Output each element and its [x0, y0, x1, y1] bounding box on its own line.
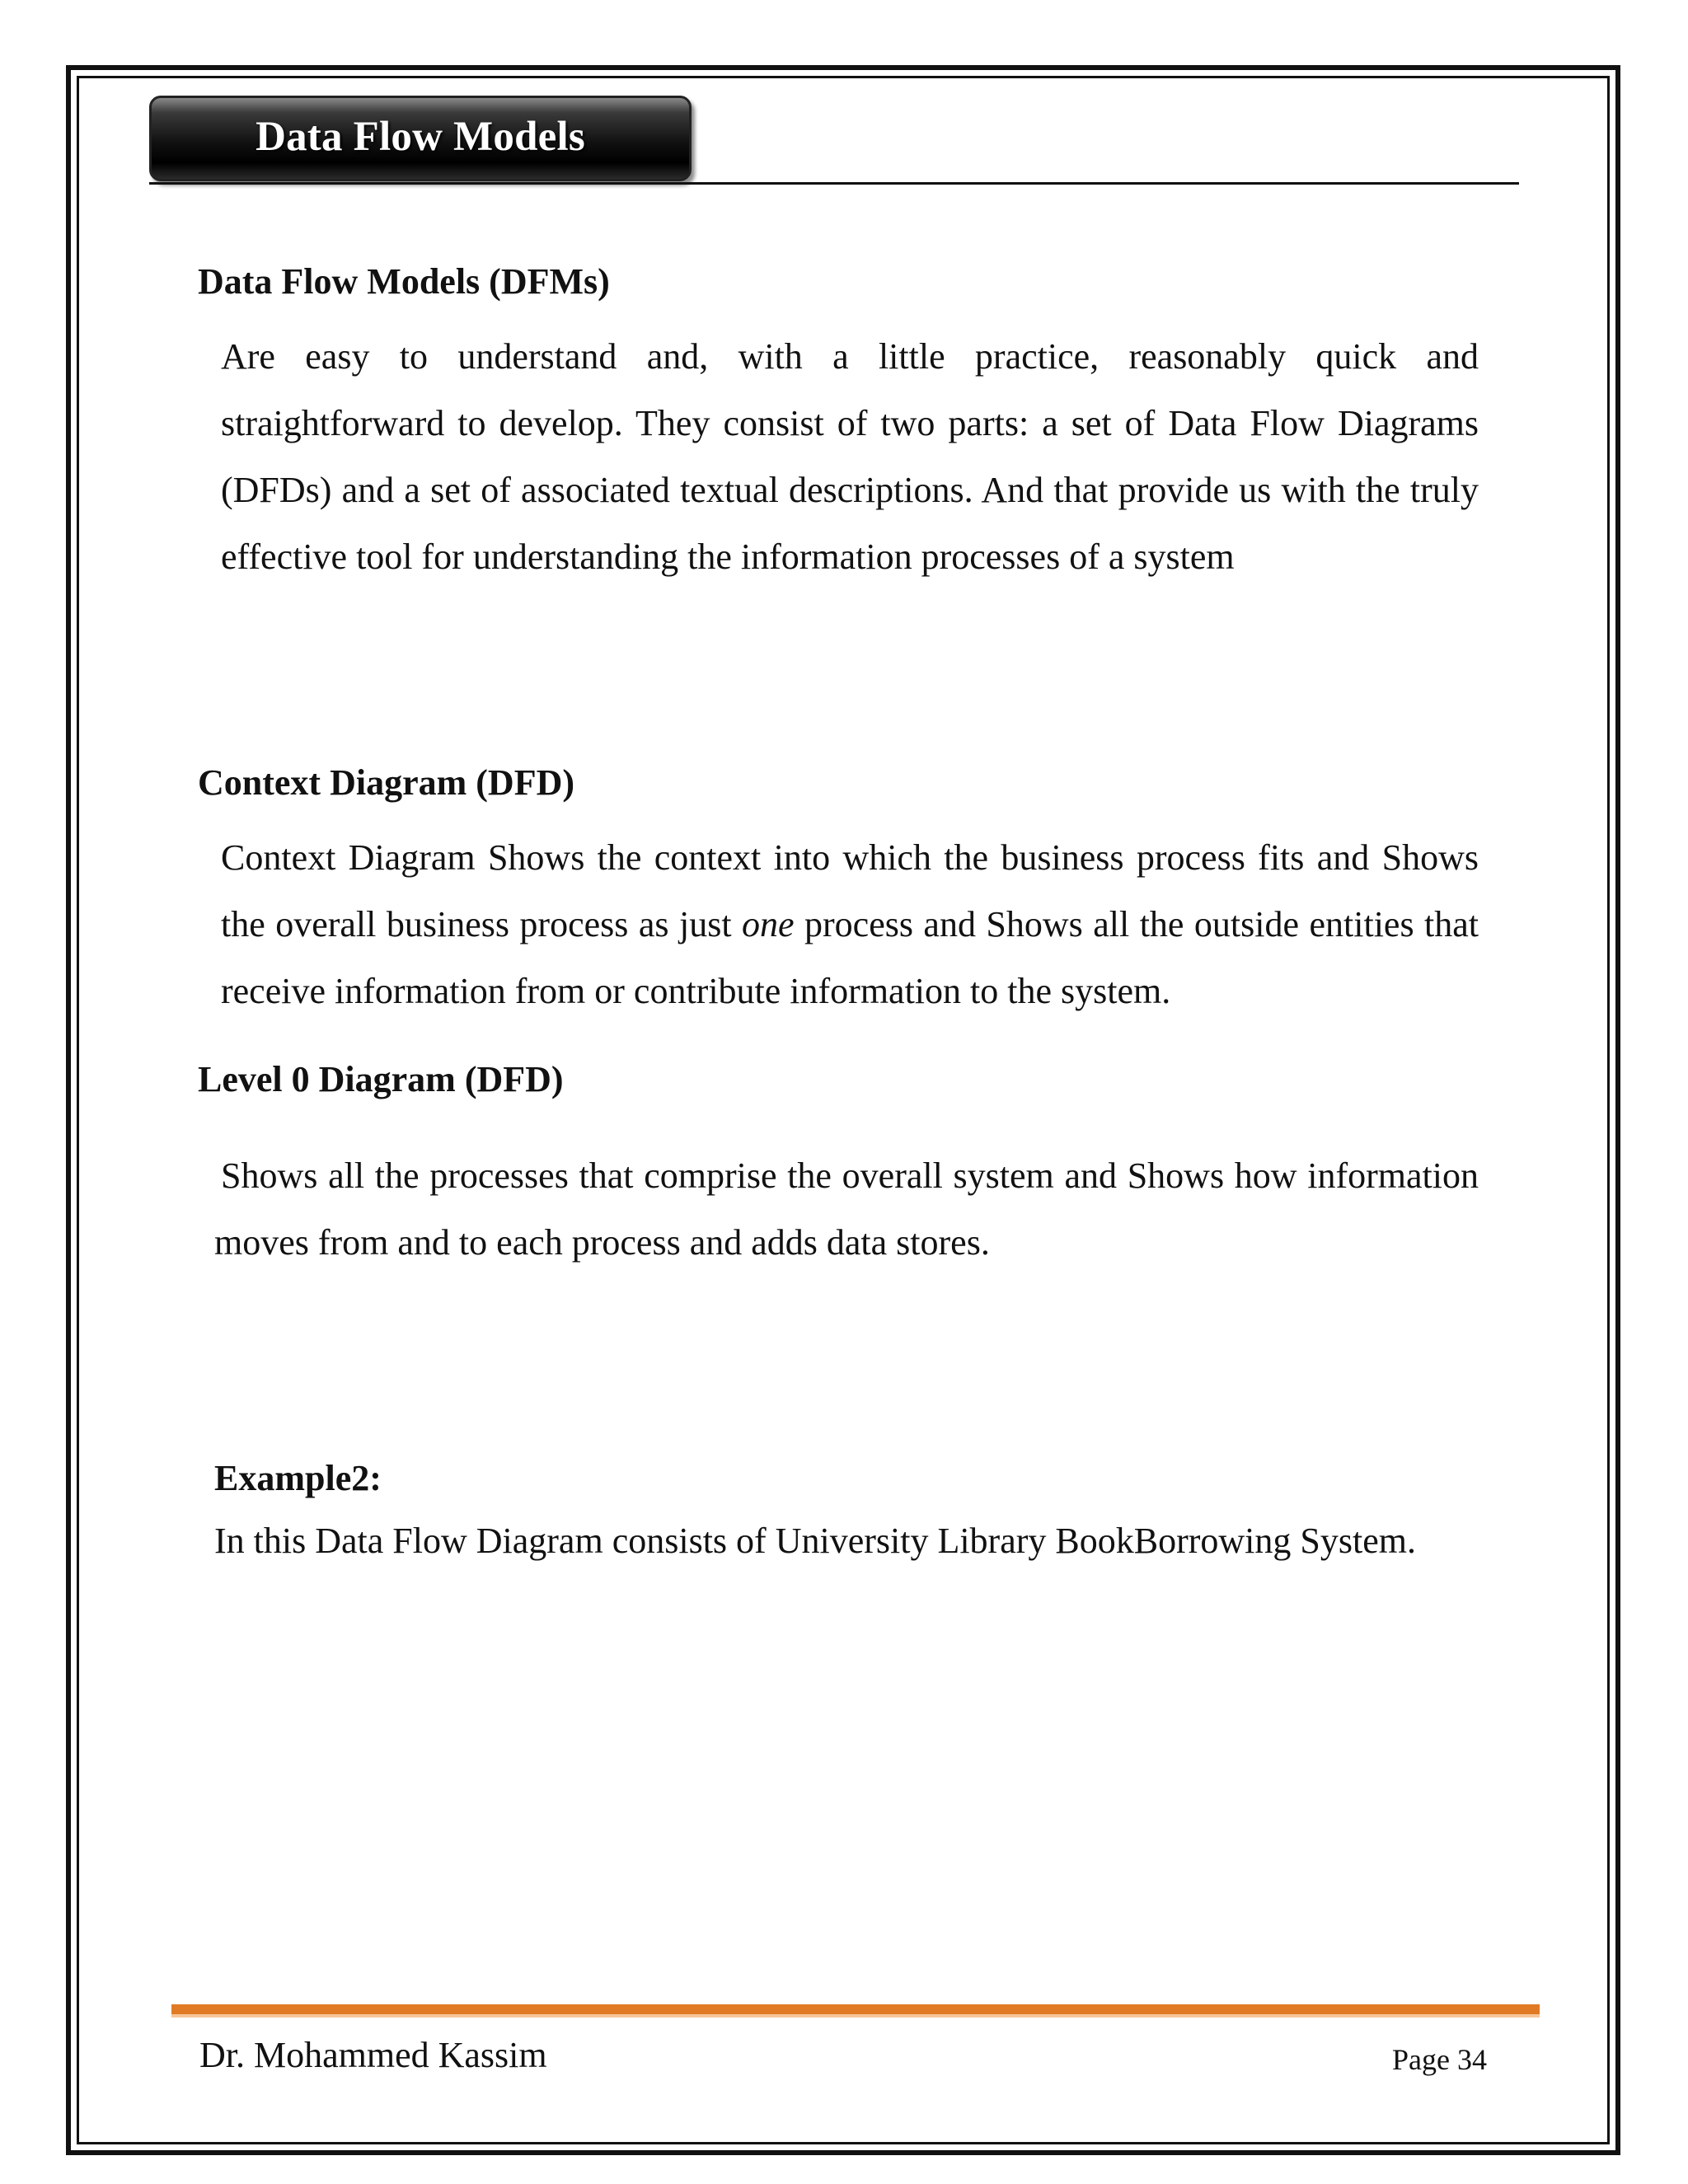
section-heading-level0: Level 0 Diagram (DFD) — [198, 1059, 564, 1099]
footer-rule — [171, 2004, 1540, 2014]
header-tab — [149, 96, 692, 181]
section-heading-example: Example2: — [214, 1458, 382, 1498]
body-text-before: Context Diagram Shows the context into which the business process fits and Shows the overall business process as just — [221, 837, 1479, 944]
section-heading-context-diagram: Context Diagram (DFD) — [198, 762, 574, 803]
footer-author: Dr. Mohammed Kassim — [199, 2035, 547, 2075]
page-number: Page 34 — [1392, 2043, 1487, 2076]
section-body-example: In this Data Flow Diagram consists of University Library BookBorrowing System. — [214, 1521, 1416, 1561]
header-rule — [149, 182, 1519, 185]
section-body-level0: Shows all the processes that comprise the overall system and Shows how information moves from and to each process and adds data stores. — [214, 1155, 1479, 1263]
body-text-emphasis: one — [742, 904, 795, 944]
section-heading-dfm: Data Flow Models (DFMs) — [198, 261, 610, 302]
body-text-after: process and Shows all the outside entities that receive information from or contribute information to the system. — [221, 904, 1479, 1011]
section-body-dfm: Are easy to understand and, with a little practice, reasonably quick and straightforward to develop. They consist of two parts: a set of Data Flow Diagrams (DFDs) and a set of associated textual descriptions. And that provide us with the truly effective tool for understanding the information processes of a system — [221, 336, 1479, 577]
section-body-context-diagram — [221, 824, 1479, 1024]
page-title: Data Flow Models — [256, 114, 585, 160]
